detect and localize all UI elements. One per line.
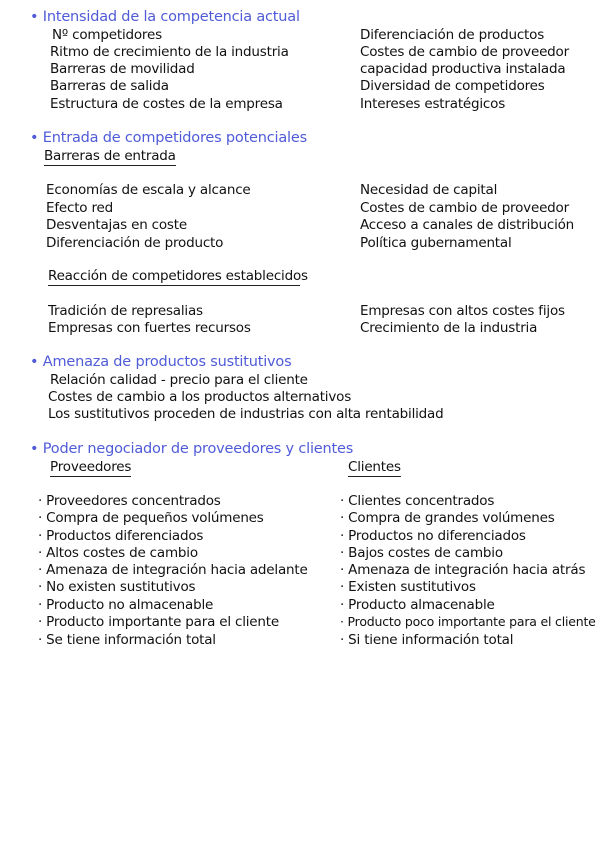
list-item: · Compra de pequeños volúmenes [38, 510, 264, 526]
list-item: Economías de escala y alcance [46, 182, 251, 198]
list-item: Diferenciación de producto [46, 235, 224, 251]
list-item: · Amenaza de integración hacia atrás [340, 562, 586, 578]
list-item: Acceso a canales de distribución [360, 217, 575, 233]
list-item: capacidad productiva instalada [360, 61, 566, 77]
list-item: · Se tiene información total [38, 632, 216, 648]
section-heading-poder-negociador: • Poder negociador de proveedores y clientes [30, 441, 354, 457]
list-item: Estructura de costes de la empresa [50, 96, 283, 112]
list-item: · Compra de grandes volúmenes [340, 510, 555, 526]
list-item: Empresas con fuertes recursos [48, 320, 251, 336]
list-item: Desventajas en coste [46, 217, 187, 233]
section-heading-competencia-actual: • Intensidad de la competencia actual [30, 9, 300, 25]
list-item: · Clientes concentrados [340, 493, 495, 509]
list-item: · Producto poco importante para el cliente [340, 614, 596, 629]
list-item: Tradición de represalias [48, 303, 203, 319]
list-item: Ritmo de crecimiento de la industria [50, 44, 289, 60]
list-item: Los sustitutivos proceden de industrias con alta rentabilidad [48, 406, 444, 422]
list-item: · Si tiene información total [340, 632, 514, 648]
subheading-reaccion-competidores: Reacción de competidores establecidos [48, 268, 308, 284]
list-item: Diferenciación de productos [360, 27, 545, 43]
list-item: · Bajos costes de cambio [340, 545, 503, 561]
section-heading-competidores-potenciales: • Entrada de competidores potenciales [30, 130, 307, 146]
list-item: Política gubernamental [360, 235, 512, 251]
list-item: Costes de cambio de proveedor [360, 200, 569, 216]
list-item: Empresas con altos costes fijos [360, 303, 565, 319]
list-item: Costes de cambio de proveedor [360, 44, 569, 60]
list-item: · Proveedores concentrados [38, 493, 221, 509]
subheading-barreras-entrada: Barreras de entrada [44, 148, 176, 164]
list-item: · No existen sustitutivos [38, 579, 196, 595]
list-item: · Productos diferenciados [38, 528, 204, 544]
list-item: Nº competidores [52, 27, 162, 43]
list-item: · Producto almacenable [340, 597, 495, 613]
list-item: · Productos no diferenciados [340, 528, 526, 544]
list-item: · Existen sustitutivos [340, 579, 476, 595]
list-item: Barreras de salida [50, 78, 169, 94]
section-heading-productos-sustitutivos: • Amenaza de productos sustitutivos [30, 354, 292, 370]
list-item: · Producto no almacenable [38, 597, 214, 613]
list-item: Costes de cambio a los productos alternativos [48, 389, 352, 405]
list-item: Intereses estratégicos [360, 96, 506, 112]
list-item: · Altos costes de cambio [38, 545, 198, 561]
list-item: Barreras de movilidad [50, 61, 195, 77]
list-item: Relación calidad - precio para el cliente [50, 372, 308, 388]
list-item: Necesidad de capital [360, 182, 498, 198]
list-item: Crecimiento de la industria [360, 320, 538, 336]
subheading-proveedores: Proveedores [50, 459, 132, 475]
list-item: Diversidad de competidores [360, 78, 545, 94]
list-item: Efecto red [46, 200, 113, 216]
list-item: · Amenaza de integración hacia adelante [38, 562, 308, 578]
list-item: · Producto importante para el cliente [38, 614, 279, 630]
subheading-clientes: Clientes [348, 459, 401, 475]
